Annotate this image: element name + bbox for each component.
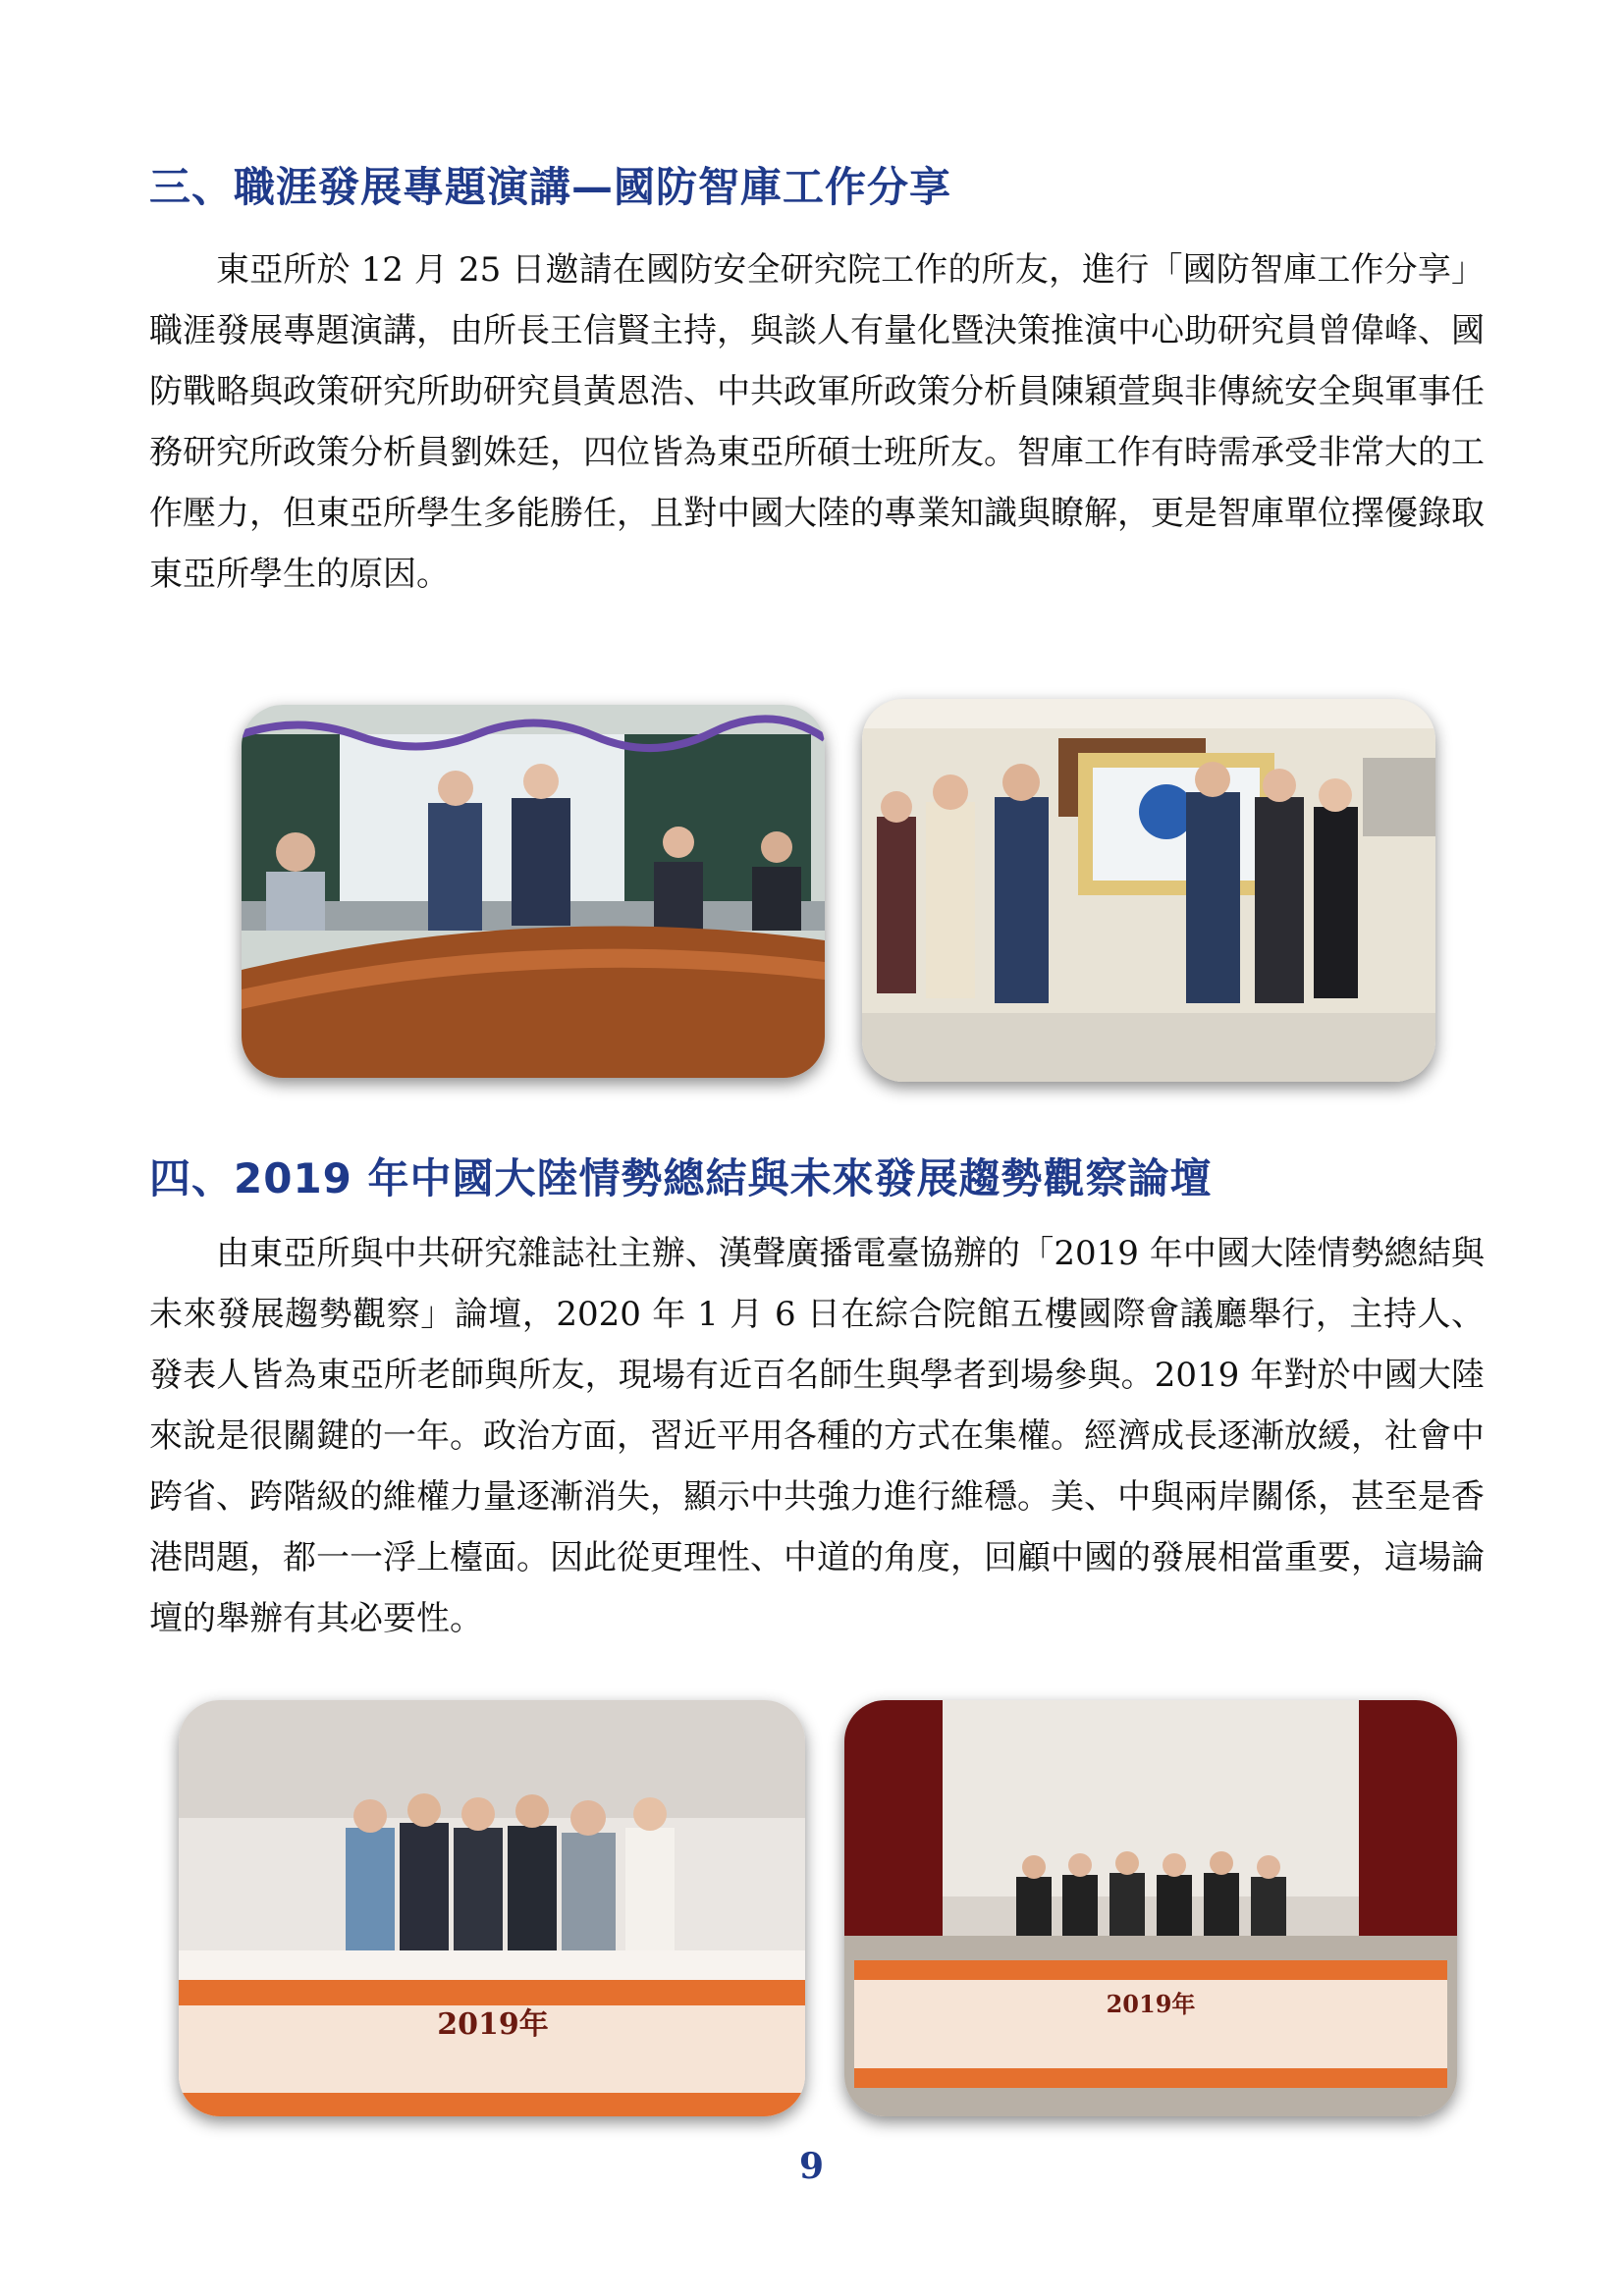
section-4-paragraph: 由東亞所與中共研究雜誌社主辦、漢聲廣播電臺協辦的「2019 年中國大陸情勢總結與未來發展趨勢觀察」論壇，2020 年 1 月 6 日在綜合院館五樓國際會議廳舉行，主持人、發表人皆為東亞所老師與所友，現場有近百名師生與學者到場參與。2019 年對於中國大陸來說是很關鍵的一年。政治方面，習近平用各種的方式在集權。經濟成長逐漸放緩，社會中跨省、跨階級的維權力量逐漸消失，顯示中共強力進行維穩。美、中與兩岸關係，甚至是香港問題，都一一浮上檯面。因此從更理性、中道的角度，回顧中國的發展相當重要，這場論壇的舉辦有其必要性。 xyxy=(149,1234,1485,1638)
photo-group-logo-wall xyxy=(862,699,1435,1082)
photo-lecture-room xyxy=(242,705,825,1078)
section-3-title: 三、職涯發展專題演講—國防智庫工作分享 xyxy=(149,163,952,211)
section-3-paragraph: 東亞所於 12 月 25 日邀請在國防安全研究院工作的所友，進行「國防智庫工作分享」職涯發展專題演講，由所長王信賢主持，與談人有量化暨決策推演中心助研究員曾偉峰、國防戰略與政策研究所助研究員黃恩浩、中共政軍所政策分析員陳穎萱與非傳統安全與軍事任務研究所政策分析員劉姝廷，四位皆為東亞所碩士班所友。智庫工作有時需承受非常大的工作壓力，但東亞所學生多能勝任，且對中國大陸的專業知識與瞭解，更是智庫單位擇優錄取東亞所學生的原因。 xyxy=(149,250,1485,594)
svg-text:2019年: 2019年 xyxy=(437,2007,549,2042)
photo-forum-stage xyxy=(844,1700,1457,2116)
svg-text:2019年: 2019年 xyxy=(1106,1990,1196,2018)
page-number: 9 xyxy=(798,2146,825,2187)
photo-forum-group xyxy=(179,1700,805,2116)
section-4-title: 四、2019 年中國大陸情勢總結與未來發展趨勢觀察論壇 xyxy=(149,1154,1213,1202)
